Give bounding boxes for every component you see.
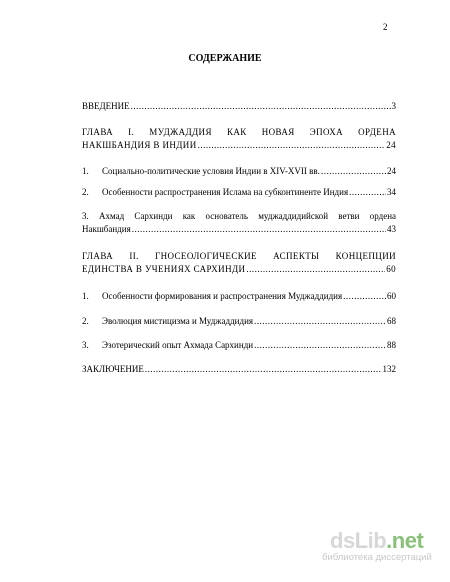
dslib-watermark — [322, 528, 440, 563]
toc-entry-label: Эзотерический опыт Ахмада Сархинди — [102, 340, 254, 350]
dot-leader — [343, 290, 386, 303]
toc-entry-conclusion[interactable] — [82, 363, 396, 376]
toc-entry-section-1-3[interactable] — [82, 210, 396, 236]
toc-entry-intro[interactable] — [82, 100, 396, 113]
toc-entry-page: 60 — [387, 291, 396, 301]
toc-entry-label: ГЛАВА I. МУДЖАДДИЯ КАК НОВАЯ ЭПОХА ОРДЕНА — [82, 127, 396, 137]
dot-leader — [321, 165, 386, 178]
toc-entry-section-1-1[interactable] — [82, 165, 396, 178]
toc-entry-label: Эволюция мистицизма и Муджаддидия — [102, 316, 254, 326]
toc-entry-label-cont: Накшбандия — [82, 224, 131, 234]
toc-entry-label: Социально-политические условия Индии в XIV-XVII вв. — [102, 166, 320, 176]
toc-entry-page: 68 — [387, 316, 396, 326]
toc-entry-page: 132 — [382, 364, 396, 374]
dot-leader — [254, 315, 386, 328]
dot-leader — [246, 263, 385, 276]
dot-leader — [132, 223, 386, 236]
watermark-subtitle: библиотека диссертаций — [322, 552, 432, 563]
dot-leader — [131, 100, 391, 113]
toc-entry-label: Особенности формирования и распространения Муджаддидия — [102, 291, 343, 301]
toc-entry-page: 60 — [386, 264, 396, 274]
toc-entry-section-2-3[interactable] — [82, 339, 396, 352]
toc-entry-label: Особенности распространения Ислама на субконтиненте Индия — [102, 187, 349, 197]
toc-entry-page: 3 — [391, 101, 396, 111]
toc-entry-page: 34 — [387, 187, 396, 197]
toc-entry-label: ЗАКЛЮЧЕНИЕ — [82, 364, 144, 374]
logo-tld: .net — [386, 528, 424, 553]
dot-leader — [349, 186, 386, 199]
dot-leader — [254, 339, 386, 352]
dslib-logo — [330, 530, 440, 552]
dot-leader — [145, 363, 382, 376]
page-number: 2 — [383, 22, 388, 32]
toc-entry-number: 1. — [82, 291, 89, 301]
toc-entry-page: 43 — [387, 224, 396, 234]
toc-entry-number: 2. — [82, 187, 89, 197]
toc-entry-section-1-2[interactable] — [82, 186, 396, 199]
toc-entry-chapter-1[interactable] — [82, 126, 396, 152]
toc-entry-label-cont: НАКШБАНДИЯ В ИНДИИ — [82, 140, 197, 150]
toc-entry-page: 24 — [386, 140, 396, 150]
toc-entry-section-2-1[interactable] — [82, 290, 396, 303]
toc-entry-label: ГЛАВА II. ГНОСЕОЛОГИЧЕСКИЕ АСПЕКТЫ КОНЦЕПЦИИ — [82, 251, 396, 261]
toc-entry-label-cont: ЕДИНСТВА В УЧЕНИЯХ САРХИНДИ — [82, 264, 246, 274]
toc-entry-page: 24 — [387, 166, 396, 176]
toc-entry-label: ВВЕДЕНИЕ — [82, 101, 130, 111]
logo-main: dsLib — [330, 528, 387, 553]
toc-entry-section-2-2[interactable] — [82, 315, 396, 328]
toc-entry-number: 2. — [82, 316, 89, 326]
toc-entry-page: 88 — [387, 340, 396, 350]
toc-entry-number: 1. — [82, 166, 89, 176]
toc-entry-number: 3. — [82, 340, 89, 350]
toc-entry-chapter-2[interactable] — [82, 250, 396, 276]
toc-title: СОДЕРЖАНИЕ — [188, 53, 262, 64]
dot-leader — [198, 139, 386, 152]
toc-entry-label: 3. Ахмад Сархинди как основатель муджаддидийской ветви ордена — [82, 211, 396, 221]
